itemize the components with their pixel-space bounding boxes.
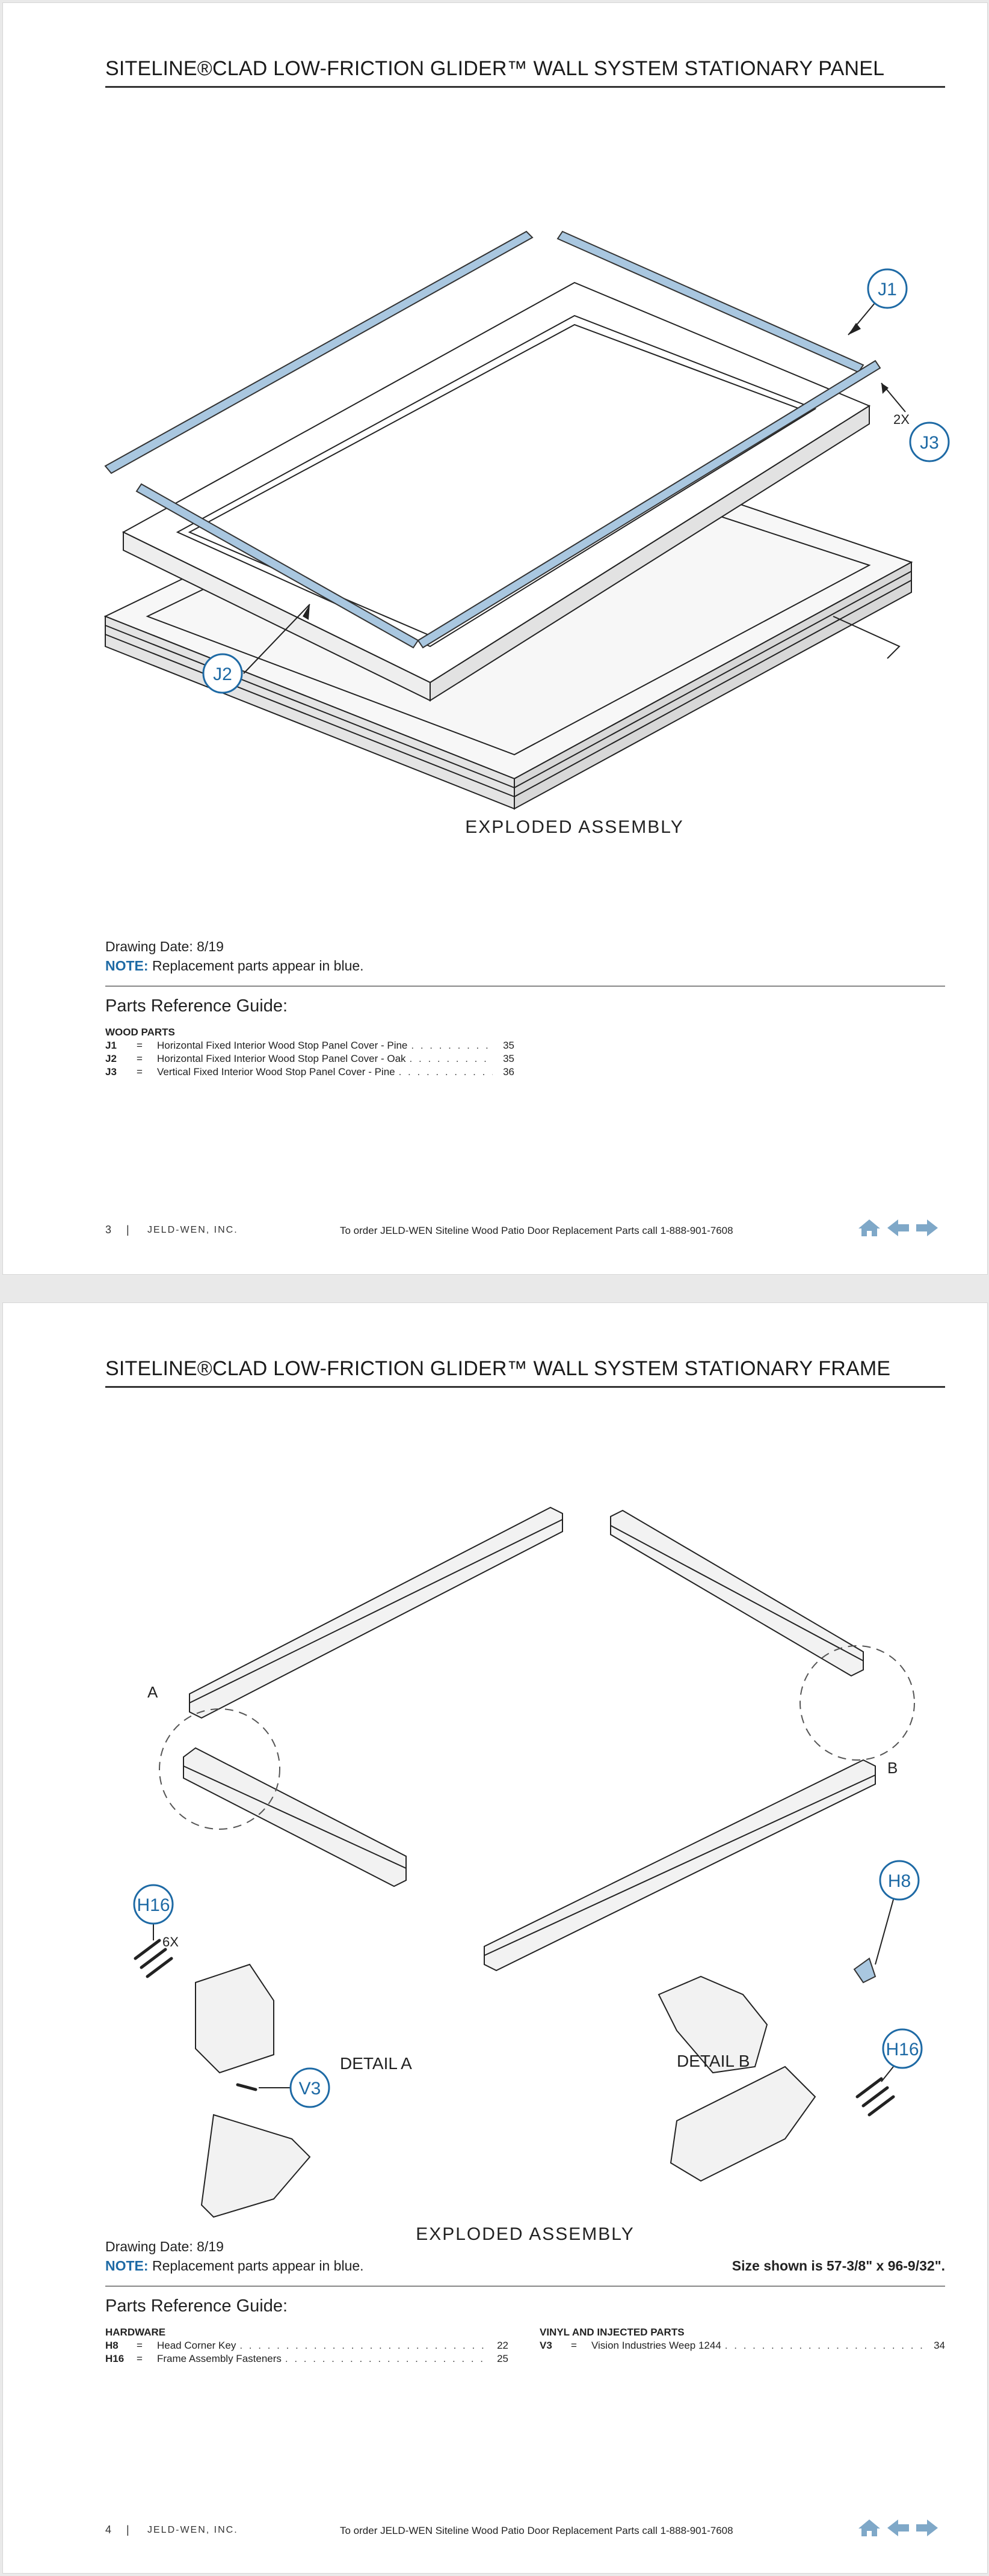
title-rule	[105, 86, 945, 88]
size-shown-note: Size shown is 57-3/8" x 96-9/32".	[732, 2258, 945, 2274]
section-rule	[105, 2286, 945, 2287]
part-description: Vision Industries Weep 1244	[591, 2340, 721, 2351]
document-page-4	[2, 1302, 988, 2574]
title-rule	[105, 1386, 945, 1388]
footer-order-text: To order JELD-WEN Siteline Wood Patio Door Replacement Parts call 1-888-901-7608	[340, 2525, 733, 2536]
arrow-left-icon[interactable]	[886, 1218, 910, 1238]
exploded-assembly-drawing	[93, 141, 954, 875]
parts-group-vinyl	[540, 2326, 945, 2353]
part-page: 25	[497, 2353, 508, 2364]
page-title: SITELINE®CLAD LOW-FRICTION GLIDER™ WALL SYSTEM STATIONARY FRAME	[105, 1357, 891, 1380]
part-description: Head Corner Key	[157, 2340, 236, 2351]
footer-company: JELD-WEN, INC.	[147, 2525, 238, 2535]
part-description: Vertical Fixed Interior Wood Stop Panel Cover - Pine	[157, 1066, 395, 1078]
part-page: 34	[934, 2340, 945, 2351]
callout-j2-label: J2	[213, 664, 232, 684]
arrow-right-icon[interactable]	[915, 1218, 939, 1238]
detail-b-sill	[671, 2067, 815, 2181]
part-code: J1	[105, 1040, 117, 1051]
part-code: H16	[105, 2353, 125, 2364]
callout-h8-label: H8	[887, 1871, 911, 1891]
detail-a-label: DETAIL A	[340, 2054, 412, 2073]
part-page: 35	[503, 1053, 514, 1064]
footer-page-number: 4	[105, 2524, 112, 2536]
part-description: Frame Assembly Fasteners	[157, 2353, 282, 2364]
page-title: SITELINE®CLAD LOW-FRICTION GLIDER™ WALL SYSTEM STATIONARY PANEL	[105, 57, 885, 80]
footer-page-number: 3	[105, 1224, 112, 1236]
parts-group-wood	[105, 1026, 514, 1079]
parts-group-heading: VINYL AND INJECTED PARTS	[540, 2326, 685, 2338]
exploded-assembly-drawing	[93, 1423, 954, 2289]
note-text: Replacement parts appear in blue.	[148, 2258, 364, 2274]
detail-b-marker: B	[887, 1759, 898, 1777]
detail-b-label: DETAIL B	[677, 2052, 750, 2070]
part-page: 36	[503, 1066, 514, 1078]
part-code: H8	[105, 2340, 119, 2351]
part-page: 22	[497, 2340, 508, 2351]
document-page-3	[2, 2, 988, 1275]
drawing-date: Drawing Date: 8/19	[105, 939, 224, 954]
note-lead: NOTE:	[105, 958, 149, 974]
parts-group-heading: WOOD PARTS	[105, 1026, 175, 1038]
callout-h16-left-label: H16	[137, 1895, 170, 1915]
drawing-date: Drawing Date: 8/19	[105, 2239, 224, 2254]
footer-order-text: To order JELD-WEN Siteline Wood Patio Door Replacement Parts call 1-888-901-7608	[340, 1225, 733, 1236]
part-page: 35	[503, 1040, 514, 1051]
page-navigation	[857, 1218, 939, 1238]
part-row: H16 = Frame Assembly Fasteners . . . 25	[105, 2353, 508, 2366]
part-code: V3	[540, 2340, 552, 2351]
page-navigation	[857, 2518, 939, 2538]
part-row: J1 = Horizontal Fixed Interior Wood Stop Panel Cover - Pine . . . 35	[105, 1040, 514, 1053]
section-rule	[105, 986, 945, 987]
home-icon[interactable]	[857, 2518, 881, 2538]
parts-group-heading: HARDWARE	[105, 2326, 166, 2338]
footer-company: JELD-WEN, INC.	[147, 1225, 238, 1235]
part-row: H8 = Head Corner Key . . . 22	[105, 2340, 508, 2353]
drawing-caption: EXPLODED ASSEMBLY	[416, 2224, 635, 2244]
detail-a-sill-piece	[202, 2115, 310, 2217]
part-row: J2 = Horizontal Fixed Interior Wood Stop Panel Cover - Oak . . . 35	[105, 1053, 514, 1066]
arrow-left-icon[interactable]	[886, 2518, 910, 2538]
callout-j3-label: J3	[920, 433, 939, 453]
quantity-label: 2X	[893, 412, 910, 427]
parts-guide-title: Parts Reference Guide:	[105, 996, 288, 1016]
frame-head-left	[189, 1507, 562, 1718]
footer-separator: |	[126, 1224, 129, 1236]
part-code: J3	[105, 1066, 117, 1078]
callout-v3-label: V3	[298, 2079, 321, 2099]
callout-h16-right-label: H16	[886, 2040, 919, 2059]
part-description: Horizontal Fixed Interior Wood Stop Panel Cover - Pine	[157, 1040, 408, 1051]
parts-guide-title: Parts Reference Guide:	[105, 2296, 288, 2316]
quantity-label: 6X	[162, 1934, 179, 1949]
part-description: Horizontal Fixed Interior Wood Stop Panel Cover - Oak	[157, 1053, 406, 1064]
home-icon[interactable]	[857, 1218, 881, 1238]
part-row: V3 = Vision Industries Weep 1244 . . . 34	[540, 2340, 945, 2353]
part-row: J3 = Vertical Fixed Interior Wood Stop Panel Cover - Pine . . . 36	[105, 1066, 514, 1079]
replacement-note	[105, 958, 364, 974]
arrow-right-icon[interactable]	[915, 2518, 939, 2538]
detail-a-part	[196, 1964, 274, 2073]
note-lead: NOTE:	[105, 2258, 149, 2274]
replacement-note	[105, 2258, 364, 2274]
parts-group-hardware	[105, 2326, 508, 2366]
drawing-caption: EXPLODED ASSEMBLY	[465, 817, 684, 837]
detail-a-marker: A	[147, 1683, 158, 1701]
footer-separator: |	[126, 2524, 129, 2536]
part-code: J2	[105, 1053, 117, 1064]
note-text: Replacement parts appear in blue.	[148, 958, 364, 974]
callout-j1-label: J1	[878, 280, 897, 299]
head-corner-key	[854, 1958, 875, 1983]
